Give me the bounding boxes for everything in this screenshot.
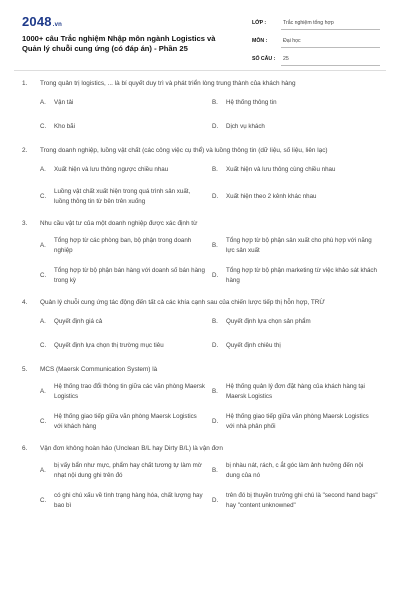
logo-tld: .vn (52, 22, 63, 28)
option-letter: A. (40, 467, 46, 474)
site-logo[interactable] (22, 14, 62, 29)
answer-option[interactable] (212, 312, 384, 332)
option-letter: B. (212, 318, 218, 325)
answer-option[interactable] (40, 160, 212, 180)
answer-option[interactable] (40, 93, 212, 113)
question-text: Trong quản trị logistics, ... là bí quyết duy trì và phát triển lòng trung thành của khách hàng (40, 80, 296, 87)
option-text: Hệ thống giao tiếp giữa văn phòng Maersk Logistics với nhà phân phối (226, 413, 369, 430)
option-letter: B. (212, 467, 218, 474)
option-text: Hệ thống trao đổi thông tin giữa các văn phòng Maersk Logistics (54, 383, 206, 400)
meta-value: Đại học (281, 38, 380, 48)
option-letter: B. (212, 242, 218, 249)
option-text: Vận tải (54, 99, 74, 106)
option-text: Hệ thống thông tin (226, 99, 277, 106)
option-text: Quyết định chiêu thị (226, 342, 281, 349)
option-letter: A. (40, 318, 46, 325)
question-item (0, 364, 400, 439)
question-stem (0, 443, 400, 454)
option-letter: D. (212, 497, 219, 504)
meta-label: LỚP : (252, 20, 267, 26)
option-letter: C. (40, 418, 47, 425)
answer-option[interactable] (40, 312, 212, 332)
option-text: có ghi chú xấu về tình trạng hàng hóa, chất lượng hay bao bì (54, 492, 203, 509)
answer-option[interactable] (212, 93, 384, 113)
question-stem (0, 78, 400, 89)
option-letter: C. (40, 272, 47, 279)
question-number: 5. (22, 366, 28, 373)
option-letter: A. (40, 242, 46, 249)
option-letter: B. (212, 166, 218, 173)
option-text: Xuất hiện và lưu thông ngược chiều nhau (54, 166, 169, 173)
question-number: 2. (22, 147, 28, 154)
options (0, 93, 400, 141)
answer-option[interactable] (212, 488, 384, 514)
option-text: Tổng hợp từ các phòng ban, bộ phận trong doanh nghiệp (54, 237, 192, 254)
option-text: Xuất hiện theo 2 kênh khác nhau (226, 193, 317, 200)
answer-option[interactable] (212, 336, 384, 356)
question-list (0, 78, 400, 522)
question-item (0, 443, 400, 518)
options (0, 233, 400, 293)
option-text: Tổng hợp từ bộ phận marketing từ việc khảo sát khách hàng (226, 267, 377, 284)
meta-value: Trắc nghiệm tổng hợp (281, 20, 380, 30)
answer-option[interactable] (40, 233, 212, 259)
option-text: Quyết định giá cả (54, 318, 103, 325)
option-letter: C. (40, 342, 47, 349)
logo-text: 2048 (22, 14, 52, 29)
option-letter: D. (212, 193, 219, 200)
answer-option[interactable] (40, 409, 212, 435)
meta-label: SỐ CÂU : (252, 56, 276, 62)
option-text: Xuất hiện và lưu thông cùng chiều nhau (226, 166, 336, 173)
answer-option[interactable] (212, 379, 384, 405)
answer-option[interactable] (212, 117, 384, 137)
options (0, 458, 400, 518)
meta-row-subject (252, 30, 380, 48)
page-title: 1000+ câu Trắc nghiệm Nhập môn ngành Logistics và Quản lý chuỗi cung ứng (có đáp án) - Phần 25 (22, 34, 216, 53)
question-number: 1. (22, 80, 28, 87)
options (0, 379, 400, 439)
option-letter: A. (40, 388, 46, 395)
meta-row-count (252, 48, 380, 66)
question-stem (0, 297, 400, 308)
header (0, 0, 400, 64)
options (0, 312, 400, 360)
answer-option[interactable] (212, 263, 384, 289)
answer-option[interactable] (40, 488, 212, 514)
question-text: Quản lý chuỗi cung ứng tác động đến tất cả các khía cạnh sau của chiến lược tiếp thị hỗn hợp, TRỪ (40, 299, 325, 306)
answer-option[interactable] (212, 458, 384, 484)
option-text: Tổng hợp từ bộ phận sản xuất cho phù hợp với năng lực sản xuất (226, 237, 372, 254)
option-text: Dịch vụ khách (226, 123, 265, 130)
option-letter: A. (40, 99, 46, 106)
option-letter: C. (40, 497, 47, 504)
meta-info (252, 12, 380, 66)
answer-option[interactable] (212, 160, 384, 180)
question-text: Nhu cầu vật tư của một doanh nghiệp được xác định từ (40, 220, 198, 227)
option-letter: B. (212, 99, 218, 106)
question-text: Vận đơn không hoàn hảo (Unclean B/L hay Dirty B/L) là vận đơn (40, 445, 223, 452)
options (0, 160, 400, 214)
answer-option[interactable] (40, 458, 212, 484)
question-text: Trong doanh nghiệp, luồng vật chất (các công việc cụ thể) và luồng thông tin (dữ liệu, số liệu, liên lạc) (40, 147, 328, 154)
question-number: 4. (22, 299, 28, 306)
question-text: MCS (Maersk Communication System) là (40, 366, 158, 373)
answer-option[interactable] (212, 409, 384, 435)
answer-option[interactable] (212, 184, 384, 210)
question-stem (0, 364, 400, 375)
answer-option[interactable] (40, 379, 212, 405)
question-stem (0, 145, 400, 156)
answer-option[interactable] (40, 184, 212, 210)
question-number: 6. (22, 445, 28, 452)
option-letter: B. (212, 388, 218, 395)
header-divider (14, 70, 386, 71)
answer-option[interactable] (40, 117, 212, 137)
answer-option[interactable] (212, 233, 384, 259)
question-item (0, 297, 400, 360)
option-text: Quyết định lựa chọn sản phẩm (226, 318, 311, 325)
question-item (0, 145, 400, 214)
option-letter: D. (212, 123, 219, 130)
option-text: Luồng vật chất xuất hiện trong quá trình sản xuất, luồng thông tin từ bên trên xuống (54, 188, 191, 205)
option-text: bị vấy bẩn như mực, phẩm hay chất tương tự làm mờ nhạt nội dung ghi trên đó (54, 462, 202, 479)
option-letter: C. (40, 193, 47, 200)
option-letter: A. (40, 166, 46, 173)
question-stem (0, 218, 400, 229)
option-text: trên đó bị thuyền trưởng ghi chú là "second hand bags" hay "content unknowned" (226, 492, 378, 509)
meta-value: 25 (281, 56, 380, 66)
answer-option[interactable] (40, 336, 212, 356)
option-letter: C. (40, 123, 47, 130)
option-text: Quyết định lựa chọn thị trường mục tiêu (54, 342, 164, 349)
option-letter: D. (212, 272, 219, 279)
meta-label: MÔN : (252, 38, 268, 44)
option-letter: D. (212, 342, 219, 349)
question-item (0, 218, 400, 293)
question-item (0, 78, 400, 141)
meta-row-class (252, 12, 380, 30)
option-text: Kho bãi (54, 123, 75, 130)
option-text: Hệ thống giao tiếp giữa văn phòng Maersk Logistics với khách hàng (54, 413, 197, 430)
option-text: Hệ thống quản lý đơn đặt hàng của khách hàng tại Maersk Logistics (226, 383, 365, 400)
question-number: 3. (22, 220, 28, 227)
option-text: bị nhàu nát, rách, c ắt góc làm ảnh hưởng đến nội dung của nó (226, 462, 364, 479)
option-letter: D. (212, 418, 219, 425)
option-text: Tổng hợp từ bộ phận bán hàng với doanh số bán hàng trong kỳ (54, 267, 205, 284)
answer-option[interactable] (40, 263, 212, 289)
